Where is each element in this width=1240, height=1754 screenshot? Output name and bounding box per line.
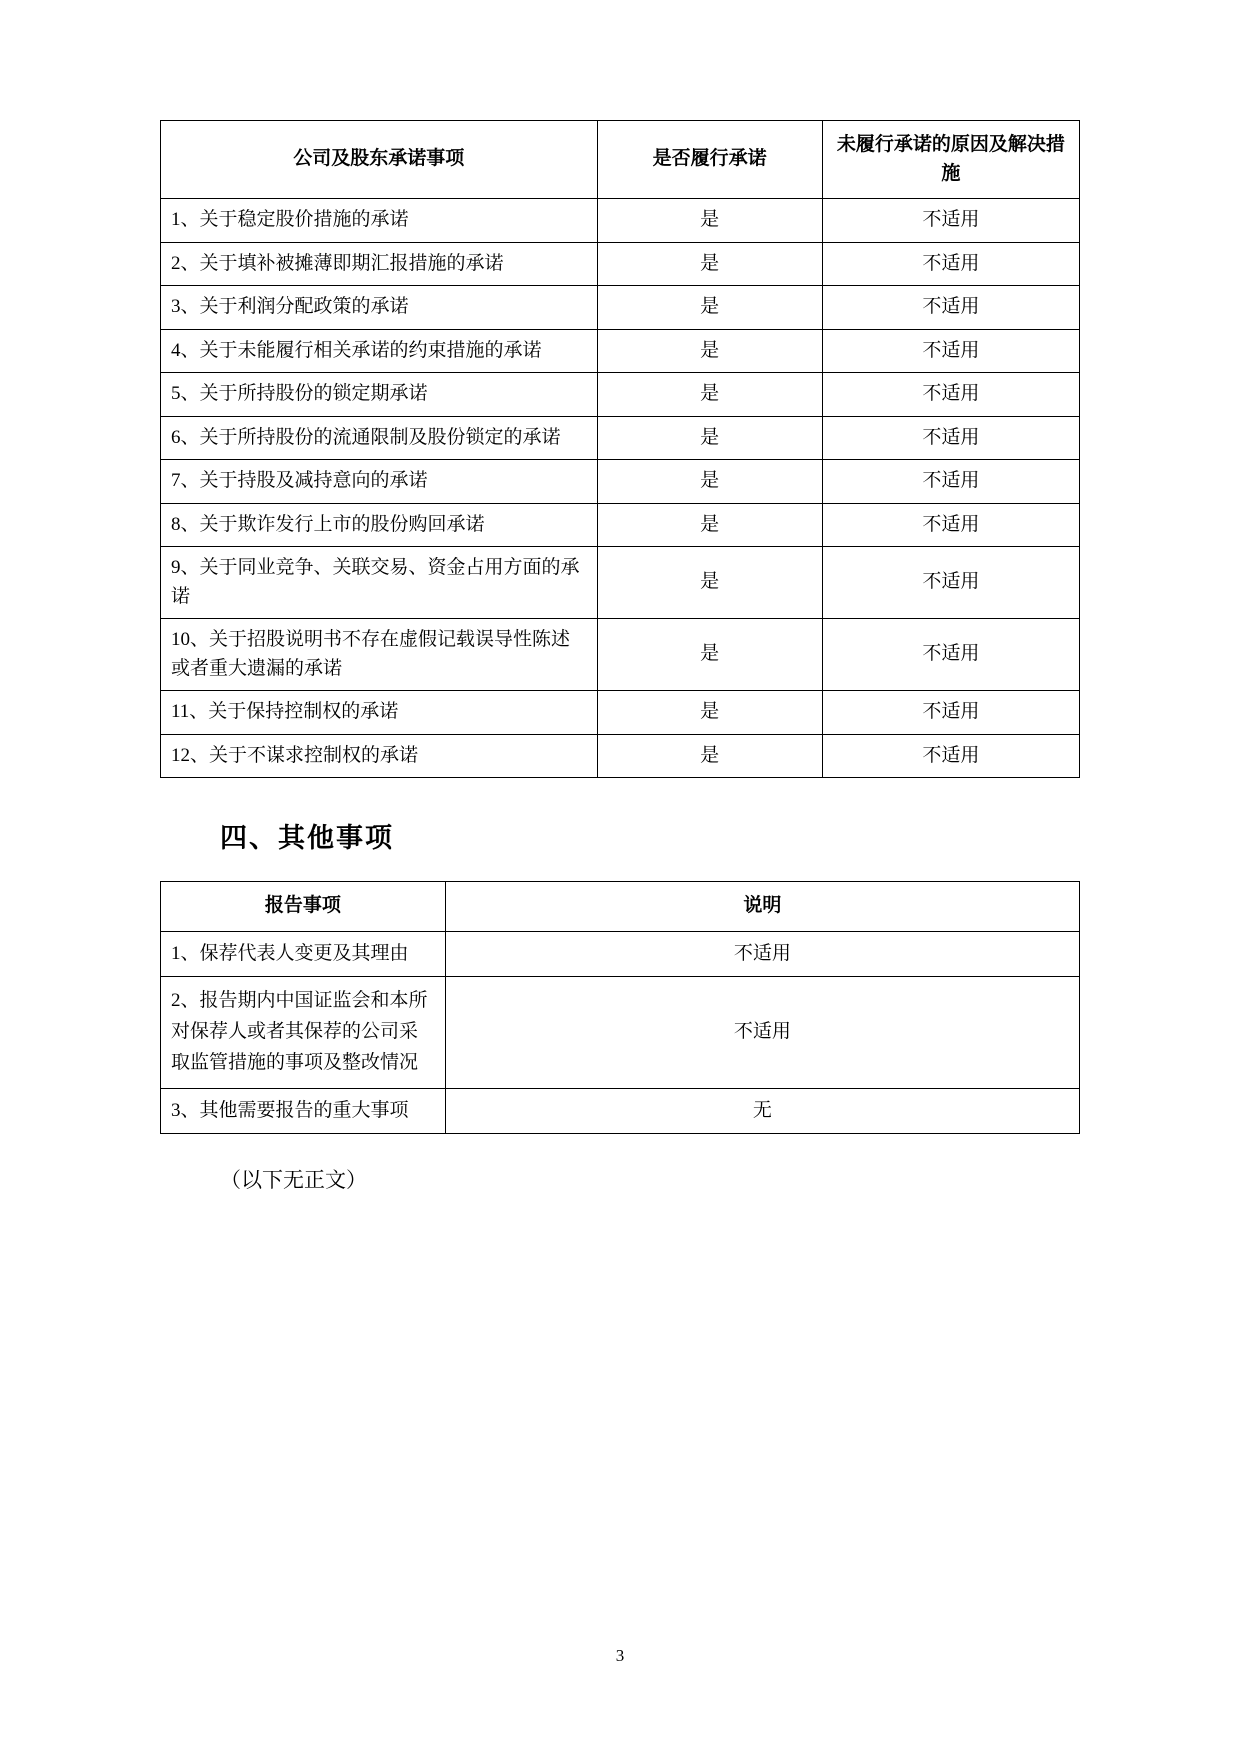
commitment-fulfilled: 是 bbox=[597, 547, 822, 619]
report-description: 无 bbox=[445, 1088, 1079, 1134]
commitment-reason: 不适用 bbox=[822, 329, 1079, 373]
commitment-reason: 不适用 bbox=[822, 734, 1079, 778]
commitment-fulfilled: 是 bbox=[597, 373, 822, 417]
table-row bbox=[161, 931, 1080, 977]
commitment-fulfilled: 是 bbox=[597, 286, 822, 330]
table-row bbox=[161, 734, 1080, 778]
table-row bbox=[161, 416, 1080, 460]
commitment-item: 4、关于未能履行相关承诺的约束措施的承诺 bbox=[161, 329, 598, 373]
commitment-reason: 不适用 bbox=[822, 691, 1079, 735]
table-row bbox=[161, 977, 1080, 1088]
commitment-item: 5、关于所持股份的锁定期承诺 bbox=[161, 373, 598, 417]
commitment-item: 7、关于持股及减持意向的承诺 bbox=[161, 460, 598, 504]
commitment-fulfilled: 是 bbox=[597, 199, 822, 243]
table-header-row bbox=[161, 121, 1080, 199]
report-item: 1、保荐代表人变更及其理由 bbox=[161, 931, 446, 977]
commitment-reason: 不适用 bbox=[822, 416, 1079, 460]
report-item: 3、其他需要报告的重大事项 bbox=[161, 1088, 446, 1134]
commitment-item: 12、关于不谋求控制权的承诺 bbox=[161, 734, 598, 778]
table-row bbox=[161, 199, 1080, 243]
commitment-table bbox=[160, 120, 1080, 778]
commitment-item: 3、关于利润分配政策的承诺 bbox=[161, 286, 598, 330]
section-title: 四、其他事项 bbox=[220, 823, 394, 853]
table-row bbox=[161, 691, 1080, 735]
table-row bbox=[161, 242, 1080, 286]
column-header-description: 说明 bbox=[445, 882, 1079, 932]
report-item: 2、报告期内中国证监会和本所对保荐人或者其保荐的公司采取监管措施的事项及整改情况 bbox=[161, 977, 446, 1088]
commitment-item: 10、关于招股说明书不存在虚假记载误导性陈述或者重大遗漏的承诺 bbox=[161, 619, 598, 691]
commitment-item: 6、关于所持股份的流通限制及股份锁定的承诺 bbox=[161, 416, 598, 460]
commitment-fulfilled: 是 bbox=[597, 242, 822, 286]
table-row bbox=[161, 373, 1080, 417]
commitment-reason: 不适用 bbox=[822, 503, 1079, 547]
commitment-fulfilled: 是 bbox=[597, 619, 822, 691]
column-header-item: 公司及股东承诺事项 bbox=[161, 121, 598, 199]
table-row bbox=[161, 503, 1080, 547]
commitment-item: 8、关于欺诈发行上市的股份购回承诺 bbox=[161, 503, 598, 547]
table-row bbox=[161, 1088, 1080, 1134]
commitment-reason: 不适用 bbox=[822, 286, 1079, 330]
table-row bbox=[161, 460, 1080, 504]
commitment-fulfilled: 是 bbox=[597, 691, 822, 735]
commitment-fulfilled: 是 bbox=[597, 460, 822, 504]
commitment-item: 2、关于填补被摊薄即期汇报措施的承诺 bbox=[161, 242, 598, 286]
commitment-fulfilled: 是 bbox=[597, 416, 822, 460]
table-row bbox=[161, 547, 1080, 619]
table-row bbox=[161, 619, 1080, 691]
commitment-reason: 不适用 bbox=[822, 199, 1079, 243]
commitment-item: 1、关于稳定股价措施的承诺 bbox=[161, 199, 598, 243]
other-matters-table bbox=[160, 881, 1080, 1134]
commitment-fulfilled: 是 bbox=[597, 329, 822, 373]
column-header-fulfilled: 是否履行承诺 bbox=[597, 121, 822, 199]
commitment-fulfilled: 是 bbox=[597, 734, 822, 778]
closing-note: （以下无正文） bbox=[220, 1168, 367, 1193]
page-number: 3 bbox=[615, 1646, 625, 1665]
table-row bbox=[161, 329, 1080, 373]
commitment-reason: 不适用 bbox=[822, 619, 1079, 691]
commitment-reason: 不适用 bbox=[822, 460, 1079, 504]
commitment-item: 11、关于保持控制权的承诺 bbox=[161, 691, 598, 735]
column-header-report-item: 报告事项 bbox=[161, 882, 446, 932]
commitment-fulfilled: 是 bbox=[597, 503, 822, 547]
report-description: 不适用 bbox=[445, 977, 1079, 1088]
table-row bbox=[161, 286, 1080, 330]
commitment-reason: 不适用 bbox=[822, 373, 1079, 417]
commitment-reason: 不适用 bbox=[822, 547, 1079, 619]
column-header-reason: 未履行承诺的原因及解决措施 bbox=[822, 121, 1079, 199]
commitment-item: 9、关于同业竞争、关联交易、资金占用方面的承诺 bbox=[161, 547, 598, 619]
table-header-row bbox=[161, 882, 1080, 932]
report-description: 不适用 bbox=[445, 931, 1079, 977]
commitment-reason: 不适用 bbox=[822, 242, 1079, 286]
